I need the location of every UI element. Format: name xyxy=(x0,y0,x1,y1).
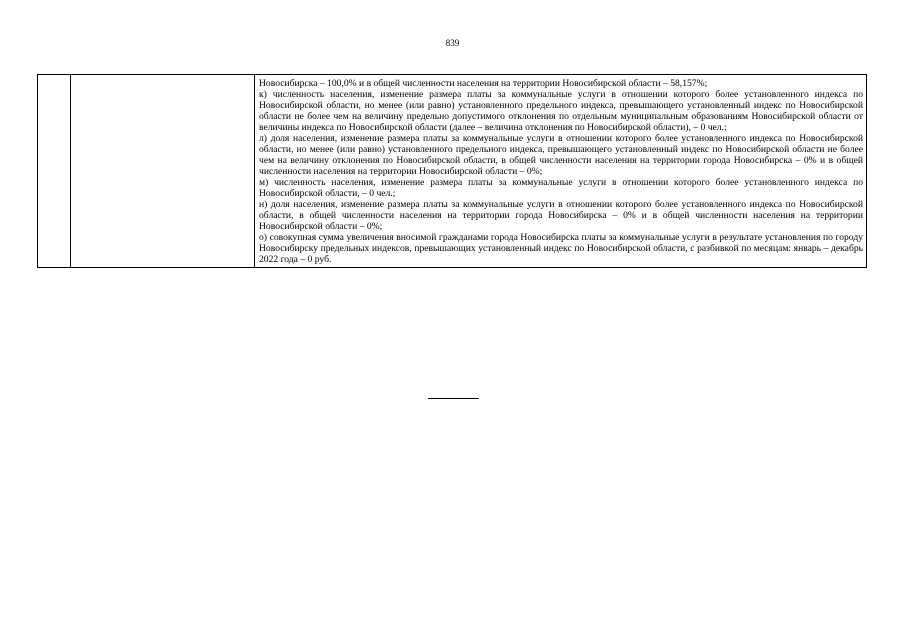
paragraph-n: н) доля населения, изменение размера платы за коммунальные услуги в отношении которого более установленного индекса по Новосибирской области, в общей численности населения на территории города Новосибирска – 0% и в общей численности населения на территории Новосибирской области – 0%; xyxy=(259,199,863,232)
table-cell-indicator xyxy=(71,75,255,268)
paragraph-k: к) численность населения, изменение размера платы за коммунальные услуги в отношении которого более установленного индекса по Новосибирской области, но менее (или равно) установленного предельного индекса, превышающего установленный индекс по Новосибирской области не более чем на величину предельно допустимого отклонения по отдельным муниципальным образованиям Новосибирской области от величины индекса по Новосибирской области (далее – величина отклонения по Новосибирской области), – 0 чел.; xyxy=(259,89,863,133)
table-cell-number xyxy=(38,75,71,268)
paragraph-o: о) совокупная сумма увеличения вносимой гражданами города Новосибирска платы за коммунальные услуги в результате установления по городу Новосибирску предельных индексов, превышающих установленный индекс по Новосибирской области, с разбивкой по месяцам: январь – декабрь 2022 года – 0 руб. xyxy=(259,232,863,265)
paragraph-m: м) численность населения, изменение размера платы за коммунальные услуги в отношении которого более установленного индекса по Новосибирской области, – 0 чел.; xyxy=(259,177,863,199)
table-row xyxy=(38,75,867,268)
paragraph-l: л) доля населения, изменение размера платы за коммунальные услуги в отношении которого более установленного индекса по Новосибирской области, но менее (или равно) установленного предельного индекса, превышающего установленный индекс по Новосибирской области не более чем на величину отклонения по Новосибирской области, в общей численности населения на территории города Новосибирска – 0% и в общей численности населения на территории Новосибирской области – 0%; xyxy=(259,133,863,177)
paragraph-intro: Новосибирска – 100,0% и в общей численности населения на территории Новосибирской области – 58,157%; xyxy=(259,78,708,89)
table-cell-content xyxy=(255,75,867,268)
page-number: 839 xyxy=(445,38,460,48)
end-divider xyxy=(428,398,479,399)
document-table xyxy=(37,74,867,268)
